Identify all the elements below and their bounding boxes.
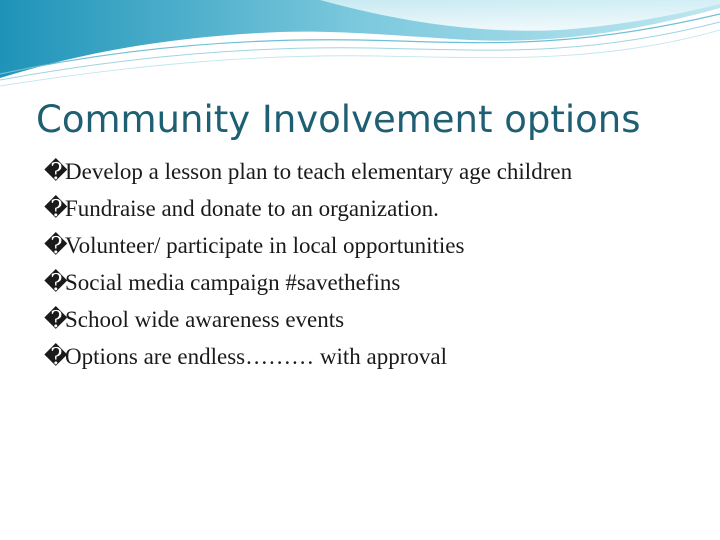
bullet-text: Social media campaign #savethefins (65, 270, 401, 295)
wave-header-decoration (0, 0, 720, 90)
bullet-glyph-icon: � (44, 196, 68, 221)
bullet-item (44, 156, 684, 187)
bullet-list (44, 156, 684, 378)
bullet-text: Volunteer/ participate in local opportunities (65, 233, 465, 258)
bullet-glyph-icon: � (44, 233, 68, 258)
bullet-item (44, 267, 684, 298)
bullet-item (44, 304, 684, 335)
bullet-glyph-icon: � (44, 159, 68, 184)
bullet-text: School wide awareness events (65, 307, 345, 332)
bullet-glyph-icon: � (44, 344, 68, 369)
bullet-item (44, 193, 684, 224)
bullet-item (44, 230, 684, 261)
bullet-text: Options are endless……… with approval (65, 344, 447, 369)
bullet-glyph-icon: � (44, 307, 68, 332)
bullet-item (44, 341, 684, 372)
bullet-text: Develop a lesson plan to teach elementary age children (65, 159, 573, 184)
bullet-glyph-icon: � (44, 270, 68, 295)
bullet-text: Fundraise and donate to an organization. (65, 196, 439, 221)
slide-title: Community Involvement options (36, 98, 641, 141)
